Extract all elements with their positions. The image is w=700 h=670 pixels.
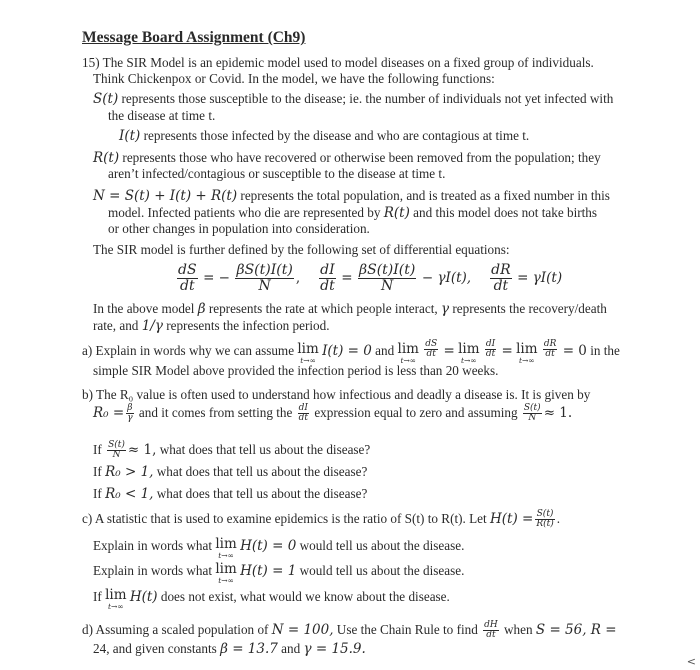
part-b-gamma: γ <box>127 413 133 424</box>
part-b-approx: ≈ 1. <box>543 404 573 421</box>
part-c-lim-1: lim <box>215 536 237 552</box>
part-d-1c: when <box>500 621 536 637</box>
part-c-q3 <box>93 589 450 610</box>
N-text-2b: R(t) <box>383 205 410 221</box>
part-b-beta: β <box>127 403 133 413</box>
eq-dt-3: dt <box>493 277 509 294</box>
def-S <box>93 91 613 107</box>
part-c-line-1 <box>82 510 560 530</box>
part-c-lim-3: lim <box>105 587 127 603</box>
part-d-beta: β = 13.7 <box>220 641 278 657</box>
lim-1: lim <box>297 341 319 357</box>
part-d-gamma: γ = 15.9. <box>303 641 366 657</box>
part-a-dI-dt <box>485 340 496 360</box>
part-d-1a: d) Assuming a scaled population of <box>82 621 272 637</box>
N-text-1: represents the total population, and is treated as a fixed number in this <box>237 188 610 203</box>
params-one-over-gamma: 1/γ <box>141 318 163 334</box>
part-b-q1 <box>93 441 370 461</box>
part-b-if: If <box>93 441 106 457</box>
S-text-1: represents those susceptible to the disease; ie. the number of individuals not yet infected with <box>118 91 614 106</box>
part-c-limit-1 <box>215 538 236 559</box>
part-b-mid: and it comes from setting the <box>135 404 296 420</box>
limit-2 <box>398 343 419 364</box>
part-d-dH-dt <box>483 621 499 641</box>
part-d-dt: dt <box>486 630 496 641</box>
part-b-S-over-N <box>523 404 542 424</box>
part-c-lim-3-sub: t→∞ <box>108 601 124 611</box>
part-c-Ht: H(t) = <box>490 510 534 527</box>
part-b-q2a: If <box>93 464 106 479</box>
part-a-dI: dI <box>485 339 496 349</box>
part-c-St: S(t) <box>536 509 554 519</box>
eq-comma: , <box>295 270 301 287</box>
def-N <box>93 188 610 204</box>
def-R-line-2: aren’t infected/contagious or susceptible to the disease at time t. <box>108 166 446 181</box>
part-a-dR: dR <box>543 339 557 349</box>
lim-4-sub: t→∞ <box>519 355 535 365</box>
def-N-line-3: or other changes in population into consideration. <box>108 221 370 236</box>
intro-line-1: 15) The SIR Model is an epidemic model used to model diseases on a fixed group of individuals. <box>82 55 594 70</box>
eq-N-1: N <box>258 277 271 294</box>
part-c-Rt: R(t) <box>536 519 554 530</box>
part-b-q1-St: S(t) <box>108 440 125 450</box>
part-c-text: c) A statistic that is used to examine epidemics is the ratio of S(t) to R(t). Let <box>82 510 490 526</box>
eq-dt-2: dt <box>320 277 335 294</box>
part-d-dH: dH <box>484 620 498 630</box>
part-b-q2 <box>93 464 367 480</box>
part-a-I-zero: I(t) = 0 <box>322 343 372 359</box>
intro-line-2: Think Chickenpox or Covid. In the model, we have the following functions: <box>93 71 495 86</box>
part-a-dS-dt <box>424 340 438 360</box>
limit-1 <box>297 343 318 364</box>
def-S-line-2: the disease at time t. <box>108 108 216 123</box>
params-line-2 <box>93 318 330 334</box>
part-c-q3b: does not exist, what would we know about the disease. <box>157 589 450 604</box>
eq-dR: dR <box>491 262 511 278</box>
part-b-q1-S-over-N <box>107 441 126 461</box>
params-line-1 <box>93 301 607 317</box>
part-a-line-1 <box>82 339 620 365</box>
part-d-1b: Use the Chain Rule to find <box>333 621 482 637</box>
part-d-N100: N = 100, <box>271 621 334 638</box>
part-c-q1b: would tell us about the disease. <box>296 538 465 553</box>
part-d-S56: S = 56, R = <box>535 621 617 638</box>
part-a-dt-3: dt <box>545 349 555 360</box>
part-c-period: . <box>556 510 561 526</box>
part-b-q3a: If <box>93 486 106 501</box>
part-a-eq-zero: = 0 <box>562 343 587 359</box>
beta-over-gamma <box>126 404 133 424</box>
part-b-N: N <box>528 413 537 424</box>
part-a-eq-2: = <box>501 343 513 359</box>
eq-dt-1: dt <box>179 277 195 294</box>
def-N-line-2 <box>108 205 597 221</box>
part-d-line-2 <box>93 641 366 657</box>
lim-1-sub: t→∞ <box>300 355 316 365</box>
page-title: Message Board Assignment (Ch9) <box>82 29 306 46</box>
part-a-dt-2: dt <box>485 349 496 360</box>
part-c-lim-2: lim <box>215 561 237 577</box>
N-symbol: N = S(t) + I(t) + R(t) <box>93 188 238 204</box>
part-c-S-over-R <box>535 510 554 530</box>
lim-2: lim <box>397 341 419 357</box>
part-b-dI-dt <box>298 404 309 424</box>
part-b-q3b: what does that tell us about the disease? <box>153 486 368 501</box>
part-c-q3m: H(t) <box>129 589 158 605</box>
limit-3 <box>458 343 479 364</box>
part-b-q2b: what does that tell us about the disease? <box>153 464 368 479</box>
part-a-dS: dS <box>425 339 438 349</box>
part-b-q3m: R₀ < 1, <box>105 486 154 502</box>
eq-dI: dI <box>320 262 335 278</box>
differential-equations <box>175 263 562 293</box>
part-c-q1a: Explain in words what <box>93 538 216 553</box>
def-I <box>119 128 529 144</box>
part-a-line-2: simple SIR Model above provided the infection period is less than 20 weeks. <box>93 363 499 378</box>
N-text-2c: and this model does not take births <box>409 205 598 220</box>
dI-dt-fraction <box>319 263 336 293</box>
chevron-left-icon[interactable]: < <box>686 655 696 668</box>
part-c-limit-3 <box>105 589 126 610</box>
part-c-q2a: Explain in words what <box>93 563 216 578</box>
params-2a: rate, and <box>93 318 142 333</box>
part-c-lim-2-sub: t→∞ <box>218 575 234 585</box>
params-1a: In the above model <box>93 301 198 316</box>
part-a-eq-1: = <box>443 343 455 359</box>
eq-equals: = <box>341 270 353 287</box>
sir-intro: The SIR model is further defined by the following set of differential equations: <box>93 242 510 257</box>
params-2b: represents the infection period. <box>162 318 330 333</box>
eq-N-2: N <box>381 277 394 294</box>
part-b-St: S(t) <box>523 403 541 413</box>
params-1b: represents the rate at which people interact, <box>205 301 441 316</box>
limit-4 <box>516 343 537 364</box>
part-b-dt: dt <box>298 413 309 424</box>
part-a-dt-1: dt <box>426 349 436 360</box>
eq-gamma-I: = γI(t) <box>517 270 563 287</box>
part-c-q1 <box>93 538 464 559</box>
part-d-and: and <box>277 641 304 656</box>
part-a-suffix: in the <box>586 343 620 358</box>
I-text: represents those infected by the disease and who are contagious at time t. <box>140 128 530 143</box>
R-symbol: R(t) <box>93 150 120 166</box>
S-symbol: S(t) <box>93 91 119 107</box>
def-R <box>93 150 601 166</box>
eq-bsi-2: βS(t)I(t) <box>359 262 416 278</box>
part-c-q1m: H(t) = 0 <box>240 538 297 554</box>
part-b-q3 <box>93 486 367 502</box>
part-b-mid2: expression equal to zero and assuming <box>311 404 521 420</box>
bsi-fraction-1 <box>235 263 293 293</box>
part-b-line-2 <box>93 404 572 424</box>
eq-bsi-1: βS(t)I(t) <box>236 262 293 278</box>
part-b-R0: R₀ = <box>93 404 125 421</box>
part-c-q2b: would tell us about the disease. <box>296 563 465 578</box>
lim-3-sub: t→∞ <box>461 355 477 365</box>
part-c-q2m: H(t) = 1 <box>240 563 297 579</box>
bsi-fraction-2 <box>358 263 416 293</box>
eq-minus-gamma-I: − γI(t), <box>421 270 472 287</box>
dR-dt-fraction <box>490 263 512 293</box>
part-a-dR-dt <box>543 340 558 360</box>
part-c-q2 <box>93 563 464 584</box>
part-c-limit-2 <box>215 563 236 584</box>
part-b-q1-N: N <box>112 450 121 461</box>
part-a-prefix: a) Explain in words why we can assume <box>82 343 298 358</box>
params-gamma: γ <box>440 301 450 317</box>
eq-dS: dS <box>178 262 197 278</box>
part-d-line-1 <box>82 621 617 641</box>
R-text-1: represents those who have recovered or otherwise been removed from the population; they <box>119 150 601 165</box>
params-beta: β <box>197 301 206 317</box>
part-c-q3a: If <box>93 589 106 604</box>
lim-3: lim <box>458 341 480 357</box>
part-b-q1-text: what does that tell us about the disease? <box>156 441 371 457</box>
dS-dt-fraction <box>177 263 198 293</box>
part-c-lim-1-sub: t→∞ <box>218 550 234 560</box>
eq-equals-neg: = − <box>203 270 230 287</box>
part-a-and: and <box>371 343 398 358</box>
part-b-line-1: b) The R₀ value is often used to understand how infectious and deadly a disease is. It is given by <box>82 387 591 402</box>
part-b-q1-approx: ≈ 1, <box>127 441 157 458</box>
part-b-dI: dI <box>298 403 308 413</box>
I-symbol: I(t) <box>119 128 141 144</box>
part-d-2b: and given constants <box>109 641 221 656</box>
lim-2-sub: t→∞ <box>400 355 416 365</box>
lim-4: lim <box>516 341 538 357</box>
part-d-2a: 24, <box>93 641 110 656</box>
params-1c: represents the recovery/death <box>449 301 607 316</box>
part-b-q2m: R₀ > 1, <box>105 464 154 480</box>
N-text-2a: model. Infected patients who die are represented by <box>108 205 384 220</box>
